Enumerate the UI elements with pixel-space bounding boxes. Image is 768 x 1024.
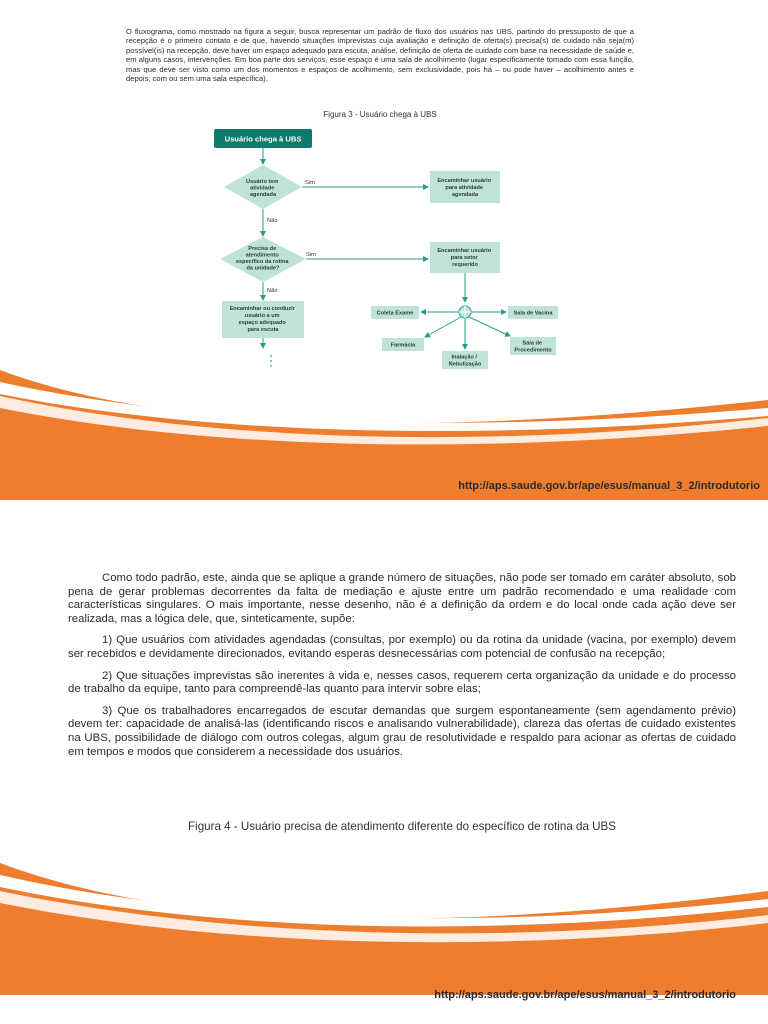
slide-2 bbox=[0, 515, 768, 1024]
paragraph: 3) Que os trabalhadores encarregados de escutar demandas que surgem espontaneamente (sem agendamento prévio) devem ter: capacidade de analisá-las (identificando riscos e analisando vulnerabilidade), clareza das ofertas de cuidado existentes na UBS, possibilidade de diálogo com outros colegas, algum grau de resolutividade e respaldo para acionar as ofertas de cuidado em tempos e modos que considerem a necessidade dos usuários. bbox=[68, 704, 736, 758]
body-text bbox=[68, 572, 736, 767]
sector-inalacao-line: Nebulização bbox=[448, 361, 482, 368]
paragraph: 2) Que situações imprevistas são inerentes à vida e, nesses casos, requerem certa organização da unidade e do processo de trabalho da equipe, tanto para compreendê-las quanto para intervir sobre elas; bbox=[68, 669, 736, 696]
decision-1-line: agendada bbox=[249, 192, 277, 198]
sector-procedimento-line: Procedimento bbox=[514, 347, 552, 354]
decision-1-line: atividade bbox=[250, 185, 275, 192]
yes-label-2: Sim bbox=[306, 252, 316, 258]
action-2-line: requerido bbox=[452, 262, 478, 268]
sector-procedimento-line: Sala de bbox=[522, 340, 543, 347]
decision-2-line: atendimento bbox=[245, 252, 279, 259]
decision-2-line: específico da rotina bbox=[235, 259, 289, 265]
decision-2-line: da unidade? bbox=[246, 265, 280, 272]
start-label: Usuário chega à UBS bbox=[224, 134, 302, 144]
no-label-1: Não bbox=[267, 218, 278, 224]
source-url-link[interactable]: http://aps.saude.gov.br/ape/esus/manual_3_2/introdutorio bbox=[434, 989, 736, 1001]
orange-footer-band bbox=[0, 360, 768, 500]
no-label-2: Não bbox=[267, 288, 278, 294]
orange-footer-band bbox=[0, 835, 768, 995]
action-3-line: Encaminhar ou conduzir bbox=[229, 306, 295, 312]
slide-separator bbox=[0, 500, 768, 515]
figure-3-caption: Figura 3 - Usuário chega à UBS bbox=[323, 110, 437, 119]
sector-vacina-label: Sala de Vacina bbox=[513, 310, 553, 317]
action-3-line: usuário a um bbox=[244, 313, 280, 319]
figure-4-caption: Figura 4 - Usuário precisa de atendimento diferente do específico de rotina da UBS bbox=[188, 820, 616, 833]
slide-1 bbox=[0, 0, 768, 500]
sector-coleta-label: Coleta Exame bbox=[376, 310, 414, 317]
sector-farmacia-label: Farmácia bbox=[390, 342, 416, 349]
action-1-line: Encaminhar usuário bbox=[437, 178, 492, 184]
decision-1-line: Usuário tem bbox=[246, 179, 279, 185]
action-3-line: espaço adequado bbox=[238, 320, 286, 326]
action-2-line: Encaminhar usuário bbox=[437, 248, 492, 254]
sector-inalacao-line: Inalação / bbox=[451, 354, 477, 361]
yes-label-1: Sim bbox=[305, 180, 315, 186]
svg-text:Usuário tem atividade bbox=[246, 179, 280, 198]
action-2-line: para setor bbox=[450, 255, 478, 261]
paragraph: 1) Que usuários com atividades agendadas (consultas, por exemplo) ou da rotina da unidade (vacina, por exemplo) devem ser recebidos e devidamente direcionados, evitando esperas desnecessárias com potencial de confusão na recepção; bbox=[68, 634, 736, 660]
action-3-line: para escuta bbox=[247, 327, 279, 333]
source-url-link[interactable]: http://aps.saude.gov.br/ape/esus/manual_3_2/introdutorio bbox=[458, 480, 760, 492]
intro-paragraph: O fluxograma, como mostrado na figura a seguir, busca representar um padrão de fluxo dos usuários nas UBS, partindo do pressuposto de que a recepção é o primeiro contato e de que, havendo situações imprevistas cuja avaliação e definição de oferta(s) precisa(s) de cuidado não seja(m) possível(is) na recepção, deve haver um espaço adequado para escuta, análise, definição de oferta de cuidado com base na necessidade de saúde e, em alguns casos, intervenções. Em boa parte dos serviços, esse espaço é uma sala de acolhimento (lugar especificamente tomado com essa função, mas que deve ser visto como um dos momentos e espaços de acolhimento, sem exclusividade, pois há – ou pode haver – acolhimento antes e depois, com ou sem uma sala específica). bbox=[126, 27, 634, 84]
decision-2-line: Precisa de bbox=[248, 246, 277, 252]
action-1-line: agendada bbox=[451, 192, 479, 198]
action-1-line: para atividade bbox=[445, 185, 484, 191]
paragraph: Como todo padrão, este, ainda que se aplique a grande número de situações, não pode ser tomado em caráter absoluto, sob pena de gerar problemas decorrentes da falta de mediação e ajuste entre um padrão recomendado e uma realidade com características singulares. O mais importante, nesse desenho, não é a definição da ordem e do local onde cada ação deve ser realizada, mas a lógica dele, que, sinteticamente, supõe: bbox=[68, 572, 736, 625]
